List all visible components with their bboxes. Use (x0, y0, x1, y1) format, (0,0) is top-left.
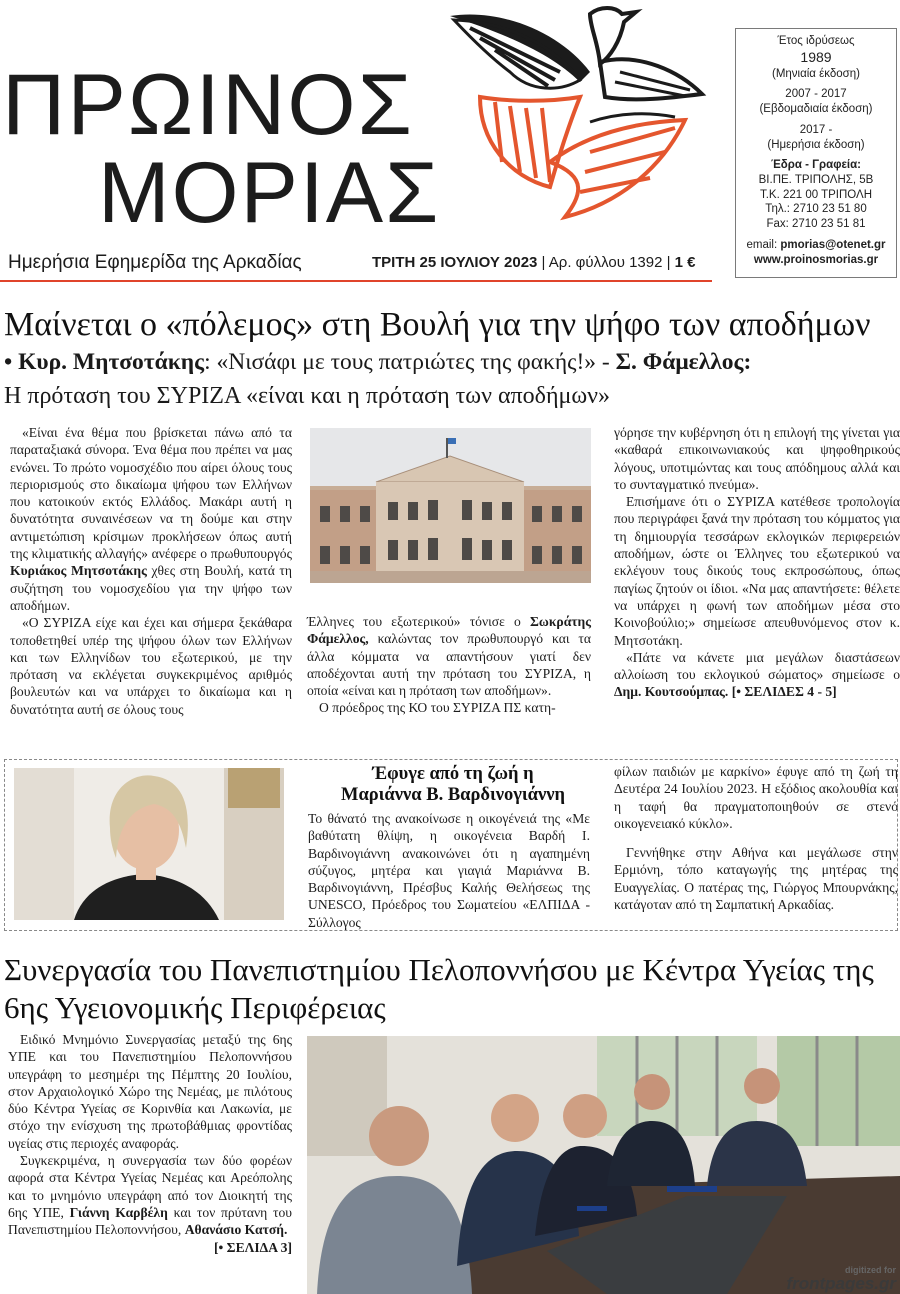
lead-subheadline (4, 349, 751, 376)
page-reference: [• ΣΕΛΙΔΕΣ 4 - 5] (731, 684, 837, 700)
founded-label: Έτος ιδρύσεως (777, 35, 855, 47)
masthead-subtitle: Ημερήσια Εφημερίδα της Αρκαδίας (8, 252, 302, 273)
obituary-headline (308, 764, 598, 806)
lead-text: «Είναι ένα θέμα που βρίσκεται πάνω από τα παραταξιακά σύνορα. Ένα θέμα που πρέπει να μας ενώνει. Το πρώτο νομοσχέδιο που αίρει όλους τους περιορισμούς στο δικαίωμα ψήφου των Ελλήνων που κατοικούν εκτός Ελλάδος. Μακάρι αυτή η δυνατότητα συναινέσεων να τη δούμε και στην αντιμετώπιση κρίσιμων προκλήσεων όπως αυτή της κλιματικής αλλαγής» ανέφερε ο πρωθυπουργός (10, 425, 292, 562)
dove-logo-icon (440, 2, 710, 224)
meeting-photo (307, 1036, 900, 1294)
lead-text: χθες στη Βουλή, κατά τη συζήτηση του νομοσχεδίου για την ψήφο των αποδήμων. (10, 563, 292, 613)
lead-text: καλώντας τον πρωθυπουργό και τα άλλα κόμματα να απαντήσουν γιατί δεν αποδέχονται αυτή την πρόταση του ΣΥΡΙΖΑ, η οποία «είναι και η πρόταση των αποδήμων». (307, 631, 591, 699)
phone: Τηλ.: 2710 23 51 80 (765, 203, 867, 216)
weekly-edition: (Εβδομαδιαία έκδοση) (759, 103, 873, 116)
obituary-column-1 (308, 810, 590, 931)
lead-text: «Πάτε να κάνετε μια μεγάλων διαστάσεων αλλοίωση του εκλογικού σώματος» σημείωσε ο (614, 649, 900, 683)
lead-sub-quote: : «Νισάφι με τους πατριώτες της φακής!» - (204, 349, 616, 375)
parliament-building-image (310, 428, 591, 583)
health-text: και τον πρύτανη του Πανεπιστημίου Πελοποννήσου, (8, 1204, 293, 1238)
email-line (736, 238, 896, 253)
health-paragraph (8, 1152, 292, 1238)
address-line1: ΒΙ.ΠΕ. ΤΡΙΠΟΛΗΣ, 5Β (758, 173, 874, 186)
lead-text: Έλληνες του εξωτερικού» τόνισε ο (307, 614, 531, 629)
obituary-column-2 (614, 763, 898, 913)
health-column (8, 1031, 292, 1256)
page-reference-text: [• ΣΕΛΙΔΑ 3] (214, 1239, 292, 1255)
issue-date: ΤΡΙΤΗ 25 ΙΟΥΛΙΟΥ 2023 (372, 254, 538, 271)
masthead-title-line1: ΠΡΩΙΝΟΣ (2, 57, 414, 153)
health-text: Συγκεκριμένα, η συνεργασία των δύο φορέων αφορά στα Κέντρα Υγείας Νεμέας και Αρεόπολης και το μνημόνιο υπεγράφη από τον Διοικητή της 6ης ΥΠΕ, (8, 1153, 292, 1220)
office-label: Έδρα - Γραφεία: (770, 159, 862, 172)
masthead-dateline (372, 254, 696, 271)
lead-name: Κυριάκος Μητσοτάκης (10, 563, 147, 579)
issue-number: | Αρ. φύλλου 1392 | (537, 254, 675, 271)
obituary-headline-line2: Μαριάννα Β. Βαρδινογιάννη (341, 785, 565, 805)
daily-years: 2017 - (799, 123, 833, 136)
lead-column-2 (307, 613, 591, 717)
obituary-headline-line1: Έφυγε από τη ζωή η (372, 764, 534, 784)
lead-sub-name2: Σ. Φάμελλος: (615, 349, 752, 375)
address-line2: Τ.Κ. 221 00 ΤΡΙΠΟΛΗ (759, 188, 873, 201)
weekly-years: 2007 - 2017 (785, 88, 847, 101)
lead-paragraph (614, 649, 900, 701)
lead-sub-name1: Κυρ. Μητσοτάκης (18, 349, 205, 375)
lead-column-1 (10, 424, 292, 718)
lead-paragraph: Επισήμανε ότι ο ΣΥΡΙΖΑ κατέθεσε τροπολογία που περιγράφει ξανά την πρόταση του κόμματος για τη δημιουργία τεσσάρων εκλογικών περιφερειών αποδήμων, ώστε οι Έλληνες του εξωτερικού να εκλέγουν τους δικούς τους εκπροσώπους, όπως παγίως ζητούν οι ίδιοι. «Να μας απαντήσετε: θέλετε να υπάρχει η φωνή των αποδήμων μέσα στο Κοινοβούλιο;» σημείωσε απευθυνόμενος στον κ. Μητσοτάκη. (614, 494, 900, 648)
lead-column-3 (614, 424, 900, 701)
monthly-edition: (Μηνιαία έκδοση) (771, 67, 860, 80)
obituary-paragraph: φίλων παιδιών με καρκίνο» έφυγε από τη ζωή τη Δευτέρα 24 Ιουλίου 2023. Η εξόδιος ακολουθία και η ταφή θα πραγματοποιηθούν σε στενό οικογενειακό κύκλο». (614, 764, 898, 831)
lead-paragraph: γόρησε την κυβέρνηση ότι η επιλογή της γίνεται για «καθαρά επικοινωνιακούς και ψηφοθηρικούς λόγους, υποτιμώντας και τους απόδημους αλλά και το συνταγματικό πνεύμα». (614, 425, 900, 492)
lead-name: Δημ. Κουτσούμπας. (614, 684, 729, 700)
masthead-title-line2: ΜΟΡΙΑΣ (98, 145, 441, 241)
masthead-divider (0, 280, 712, 282)
obituary-paragraph: Το θάνατό της ανακοίνωσε η οικογένειά της «Με βαθύτατη θλίψη, η οικογένεια Βαρδή Ι. Βαρδινογιάννη ανακοινώνει ότι η αγαπημένη σύζυγος, μητέρα και γιαγιά Μαριάννα Β. Βαρδινογιάννη, Πρέσβυς Καλής Θελήσεως της UNESCO, Πρόεδρος του Σωματείου «ΕΛΠΙΔΑ - Σύλλογος (308, 811, 590, 930)
lead-paragraph (10, 424, 292, 614)
health-name: Γιάννη Καρβέλη (69, 1204, 168, 1220)
website-link[interactable]: www.proinosmorias.gr (753, 253, 879, 266)
email-label: email: (746, 238, 781, 251)
health-paragraph: Ειδικό Μνημόνιο Συνεργασίας μεταξύ της 6ης ΥΠΕ και του Πανεπιστημίου Πελοποννήσου υπεγράφη το μεσημέρι της Πέμπτης 20 Ιουλίου, στον Αρχαιολογικό Χώρο της Νεμέας, με πιλότους δύο Κέντρα Υγείας σε Κορινθία και Λακωνία, με στόχο την ενίσχυση της πρωτοβάθμιας φροντίδας υγείας στις περιοχές αναφοράς. (8, 1032, 292, 1151)
health-headline: Συνεργασία του Πανεπιστημίου Πελοποννήσου με Κέντρα Υγείας της 6ης Υγειονομικής Περιφέρειας (4, 952, 874, 1025)
frontpages-watermark (786, 1266, 896, 1292)
health-name: Αθανάσιο Κατσή. (184, 1222, 288, 1238)
lead-paragraph: «Ο ΣΥΡΙΖΑ είχε και έχει και σήμερα ξεκάθαρα τοποθετηθεί υπέρ της ψήφου όλων των Ελλήνων και των Ελληνίδων του εξωτερικού, με την πρόταση να εκλέγεται συγκεκριμένος αριθμός βουλευτών και να υπάρχει το δικαίωμα και η δυνατότητα αυτή σε όλους τους (10, 615, 292, 717)
page-reference (8, 1239, 292, 1256)
portrait-image (14, 768, 284, 920)
watermark-line1: digitized for (845, 1265, 896, 1275)
bullet: • (4, 349, 19, 375)
watermark-line2: frontpages.gr (786, 1274, 896, 1293)
obituary-paragraph: Γεννήθηκε στην Αθήνα και μεγάλωσε στην Ερμιόνη, τόπο καταγωγής της μητέρας της Ευαγγελίας. Ο πατέρας της, Γιώργος Μπουρνάκης, κατάγοταν από τη Σαμπατική Αρκαδίας. (614, 845, 898, 913)
fax: Fax: 2710 23 51 81 (766, 218, 866, 231)
founded-year: 1989 (800, 48, 832, 65)
email-link[interactable]: pmorias@otenet.gr (780, 238, 886, 251)
parliament-photo (310, 428, 591, 583)
lead-name: Σωκράτης Φάμελλος, (307, 614, 591, 647)
obituary-photo (14, 768, 284, 920)
signing-ceremony-image (307, 1036, 900, 1294)
daily-edition: (Ημερήσια έκδοση) (767, 138, 865, 151)
lead-subheadline-2: Η πρόταση του ΣΥΡΙΖΑ «είναι και η πρόταση των αποδήμων» (4, 383, 611, 409)
lead-paragraph (307, 613, 591, 699)
issue-price: 1 € (674, 254, 696, 271)
lead-paragraph: Ο πρόεδρος της ΚΟ του ΣΥΡΙΖΑ ΠΣ κατη- (319, 700, 556, 716)
publisher-info-box (735, 28, 897, 278)
lead-headline: Μαίνεται ο «πόλεμος» στη Βουλή για την ψήφο των αποδήμων (4, 306, 871, 343)
